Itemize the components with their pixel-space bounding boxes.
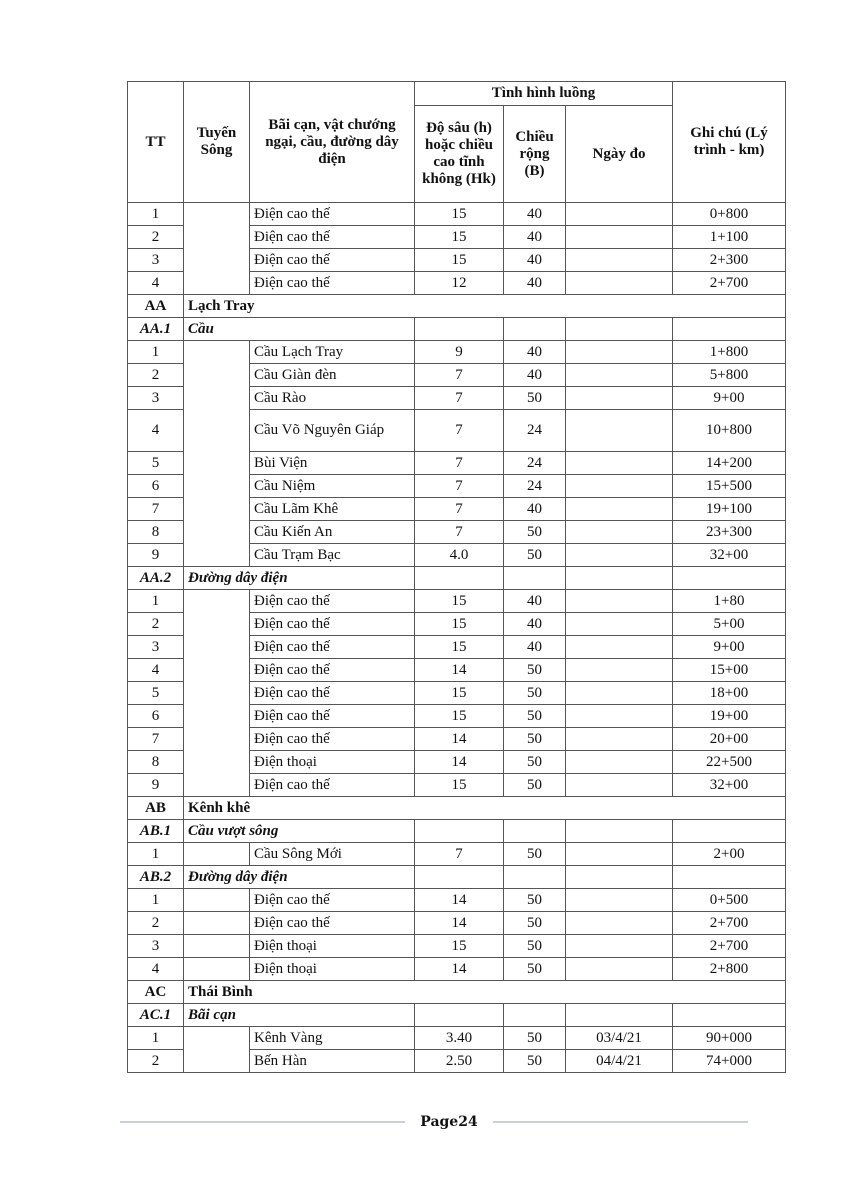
col-header-tinh-hinh-luong: Tình hình luồng	[415, 82, 673, 106]
subsection-code: AA.1	[128, 318, 184, 341]
subsection-code: AB.2	[128, 866, 184, 889]
row-tt: 1	[128, 203, 184, 226]
row-km: 14+200	[673, 452, 786, 475]
row-width: 50	[504, 521, 566, 544]
row-tt: 2	[128, 364, 184, 387]
row-name: Điện cao thế	[250, 728, 415, 751]
table-body	[128, 203, 786, 1073]
row-km: 0+500	[673, 889, 786, 912]
row-name: Cầu Trạm Bạc	[250, 544, 415, 567]
row-depth: 14	[415, 728, 504, 751]
row-km: 2+800	[673, 958, 786, 981]
row-date	[566, 410, 673, 452]
footer-rule-right	[493, 1121, 748, 1123]
row-date	[566, 728, 673, 751]
section-name: Kênh khê	[184, 797, 786, 820]
subsection-row	[128, 866, 786, 889]
subsection-row	[128, 1004, 786, 1027]
subsection-code: AC.1	[128, 1004, 184, 1027]
row-tuyen-song	[184, 935, 250, 958]
table-row	[128, 590, 786, 613]
row-date: 04/4/21	[566, 1050, 673, 1073]
row-date	[566, 958, 673, 981]
row-tt: 1	[128, 843, 184, 866]
row-tt: 3	[128, 387, 184, 410]
subsection-name: Bãi cạn	[184, 1004, 415, 1027]
row-km: 19+00	[673, 705, 786, 728]
row-km: 0+800	[673, 203, 786, 226]
river-obstacle-table	[127, 81, 786, 1073]
row-date	[566, 341, 673, 364]
row-km: 22+500	[673, 751, 786, 774]
row-name: Điện cao thế	[250, 203, 415, 226]
empty-cell	[566, 866, 673, 889]
section-row	[128, 295, 786, 318]
empty-cell	[673, 866, 786, 889]
row-km: 1+100	[673, 226, 786, 249]
row-depth: 4.0	[415, 544, 504, 567]
empty-cell	[415, 1004, 504, 1027]
row-tt: 4	[128, 659, 184, 682]
row-tt: 1	[128, 1027, 184, 1050]
subsection-code: AB.1	[128, 820, 184, 843]
row-depth: 14	[415, 659, 504, 682]
row-depth: 2.50	[415, 1050, 504, 1073]
row-km: 5+00	[673, 613, 786, 636]
row-depth: 7	[415, 475, 504, 498]
row-depth: 15	[415, 705, 504, 728]
empty-cell	[566, 318, 673, 341]
subsection-name: Cầu vượt sông	[184, 820, 415, 843]
row-date	[566, 889, 673, 912]
row-width: 50	[504, 958, 566, 981]
row-date	[566, 249, 673, 272]
empty-cell	[504, 1004, 566, 1027]
row-km: 1+80	[673, 590, 786, 613]
col-header-do-sau: Độ sâu (h) hoặc chiều cao tĩnh không (Hk)	[415, 106, 504, 203]
row-name: Bùi Viện	[250, 452, 415, 475]
col-header-ghi-chu: Ghi chú (Lý trình - km)	[673, 82, 786, 203]
row-depth: 15	[415, 636, 504, 659]
row-width: 50	[504, 705, 566, 728]
row-depth: 12	[415, 272, 504, 295]
empty-cell	[415, 318, 504, 341]
row-name: Điện cao thế	[250, 590, 415, 613]
row-tt: 7	[128, 498, 184, 521]
empty-cell	[566, 567, 673, 590]
empty-cell	[673, 567, 786, 590]
row-date	[566, 203, 673, 226]
section-row	[128, 797, 786, 820]
row-tuyen-song	[184, 958, 250, 981]
row-date	[566, 636, 673, 659]
subsection-name: Cầu	[184, 318, 415, 341]
row-name: Điện cao thế	[250, 636, 415, 659]
empty-cell	[673, 1004, 786, 1027]
empty-cell	[566, 820, 673, 843]
row-date	[566, 364, 673, 387]
empty-cell	[673, 820, 786, 843]
row-name: Điện cao thế	[250, 249, 415, 272]
section-name: Lạch Tray	[184, 295, 786, 318]
row-date: 03/4/21	[566, 1027, 673, 1050]
row-km: 32+00	[673, 774, 786, 797]
row-width: 50	[504, 544, 566, 567]
row-date	[566, 272, 673, 295]
empty-cell	[415, 567, 504, 590]
row-tt: 9	[128, 544, 184, 567]
row-width: 50	[504, 935, 566, 958]
row-tt: 9	[128, 774, 184, 797]
empty-cell	[504, 820, 566, 843]
col-header-tuyen-song: Tuyến Sông	[184, 82, 250, 203]
row-tt: 1	[128, 341, 184, 364]
row-depth: 7	[415, 364, 504, 387]
row-width: 40	[504, 272, 566, 295]
row-depth: 9	[415, 341, 504, 364]
row-name: Kênh Vàng	[250, 1027, 415, 1050]
row-tuyen-song	[184, 843, 250, 866]
row-width: 40	[504, 226, 566, 249]
row-date	[566, 498, 673, 521]
row-km: 2+700	[673, 935, 786, 958]
section-code: AC	[128, 981, 184, 1004]
row-name: Điện cao thế	[250, 705, 415, 728]
row-width: 50	[504, 387, 566, 410]
section-row	[128, 981, 786, 1004]
row-km: 2+700	[673, 272, 786, 295]
row-tt: 1	[128, 889, 184, 912]
table-row	[128, 912, 786, 935]
row-width: 40	[504, 613, 566, 636]
row-name: Điện cao thế	[250, 272, 415, 295]
section-code: AB	[128, 797, 184, 820]
row-km: 2+300	[673, 249, 786, 272]
row-name: Điện cao thế	[250, 613, 415, 636]
row-width: 50	[504, 1027, 566, 1050]
row-width: 40	[504, 341, 566, 364]
row-tt: 2	[128, 912, 184, 935]
row-tt: 8	[128, 521, 184, 544]
row-km: 15+00	[673, 659, 786, 682]
row-date	[566, 705, 673, 728]
row-km: 10+800	[673, 410, 786, 452]
row-depth: 14	[415, 912, 504, 935]
row-width: 40	[504, 364, 566, 387]
row-tt: 2	[128, 1050, 184, 1073]
row-km: 19+100	[673, 498, 786, 521]
subsection-row	[128, 567, 786, 590]
row-tuyen-song	[184, 1027, 250, 1073]
row-name: Điện thoại	[250, 935, 415, 958]
row-date	[566, 843, 673, 866]
row-date	[566, 521, 673, 544]
row-depth: 15	[415, 774, 504, 797]
row-tuyen-song	[184, 203, 250, 295]
row-width: 40	[504, 203, 566, 226]
col-header-chieu-rong: Chiều rộng (B)	[504, 106, 566, 203]
row-depth: 7	[415, 452, 504, 475]
table-row	[128, 341, 786, 364]
row-tt: 3	[128, 935, 184, 958]
row-depth: 15	[415, 249, 504, 272]
row-tuyen-song	[184, 889, 250, 912]
row-name: Cầu Võ Nguyên Giáp	[250, 410, 415, 452]
subsection-row	[128, 318, 786, 341]
row-km: 32+00	[673, 544, 786, 567]
row-depth: 3.40	[415, 1027, 504, 1050]
row-km: 15+500	[673, 475, 786, 498]
row-width: 40	[504, 249, 566, 272]
row-tuyen-song	[184, 912, 250, 935]
empty-cell	[415, 820, 504, 843]
row-depth: 14	[415, 751, 504, 774]
row-km: 18+00	[673, 682, 786, 705]
row-tt: 6	[128, 475, 184, 498]
row-date	[566, 452, 673, 475]
subsection-row	[128, 820, 786, 843]
row-date	[566, 387, 673, 410]
row-tt: 4	[128, 410, 184, 452]
row-km: 1+800	[673, 341, 786, 364]
row-width: 50	[504, 843, 566, 866]
row-depth: 15	[415, 935, 504, 958]
table-row	[128, 935, 786, 958]
page-footer	[0, 1111, 849, 1133]
row-depth: 7	[415, 498, 504, 521]
row-width: 40	[504, 636, 566, 659]
row-width: 24	[504, 410, 566, 452]
row-tt: 5	[128, 452, 184, 475]
row-name: Điện cao thế	[250, 889, 415, 912]
row-width: 24	[504, 452, 566, 475]
row-width: 50	[504, 751, 566, 774]
row-name: Điện thoại	[250, 751, 415, 774]
row-date	[566, 659, 673, 682]
row-date	[566, 590, 673, 613]
row-tt: 3	[128, 636, 184, 659]
row-depth: 7	[415, 410, 504, 452]
row-width: 50	[504, 1050, 566, 1073]
row-depth: 7	[415, 843, 504, 866]
row-name: Điện cao thế	[250, 912, 415, 935]
row-km: 20+00	[673, 728, 786, 751]
row-tt: 8	[128, 751, 184, 774]
row-name: Cầu Kiến An	[250, 521, 415, 544]
row-width: 50	[504, 889, 566, 912]
row-depth: 14	[415, 958, 504, 981]
row-depth: 15	[415, 590, 504, 613]
row-tuyen-song	[184, 341, 250, 567]
row-name: Cầu Rào	[250, 387, 415, 410]
empty-cell	[504, 567, 566, 590]
row-name: Bến Hàn	[250, 1050, 415, 1073]
row-km: 2+700	[673, 912, 786, 935]
empty-cell	[415, 866, 504, 889]
row-tt: 3	[128, 249, 184, 272]
row-width: 50	[504, 659, 566, 682]
table-row	[128, 889, 786, 912]
empty-cell	[504, 318, 566, 341]
row-width: 50	[504, 774, 566, 797]
row-name: Điện cao thế	[250, 774, 415, 797]
row-tt: 4	[128, 958, 184, 981]
row-name: Điện thoại	[250, 958, 415, 981]
row-name: Điện cao thế	[250, 659, 415, 682]
row-km: 2+00	[673, 843, 786, 866]
row-width: 24	[504, 475, 566, 498]
subsection-name: Đường dây điện	[184, 567, 415, 590]
row-km: 74+000	[673, 1050, 786, 1073]
row-depth: 7	[415, 521, 504, 544]
subsection-name: Đường dây điện	[184, 866, 415, 889]
table-row	[128, 958, 786, 981]
col-header-ngay-do: Ngày đo	[566, 106, 673, 203]
row-date	[566, 912, 673, 935]
row-name: Cầu Lãm Khê	[250, 498, 415, 521]
row-date	[566, 935, 673, 958]
row-width: 50	[504, 728, 566, 751]
row-name: Điện cao thế	[250, 226, 415, 249]
row-date	[566, 774, 673, 797]
row-km: 5+800	[673, 364, 786, 387]
row-name: Điện cao thế	[250, 682, 415, 705]
row-depth: 15	[415, 226, 504, 249]
row-width: 50	[504, 912, 566, 935]
row-tt: 5	[128, 682, 184, 705]
col-header-bai-can: Bãi cạn, vật chướng ngại, cầu, đường dây điện	[250, 82, 415, 203]
row-depth: 15	[415, 613, 504, 636]
row-tt: 6	[128, 705, 184, 728]
table-row	[128, 843, 786, 866]
row-width: 40	[504, 590, 566, 613]
row-width: 40	[504, 498, 566, 521]
col-header-tt: TT	[128, 82, 184, 203]
empty-cell	[673, 318, 786, 341]
row-name: Cầu Lạch Tray	[250, 341, 415, 364]
row-date	[566, 682, 673, 705]
row-depth: 15	[415, 682, 504, 705]
row-width: 50	[504, 682, 566, 705]
row-tt: 4	[128, 272, 184, 295]
empty-cell	[504, 866, 566, 889]
table-row	[128, 1027, 786, 1050]
row-date	[566, 544, 673, 567]
row-name: Cầu Giàn đèn	[250, 364, 415, 387]
row-km: 9+00	[673, 387, 786, 410]
row-date	[566, 613, 673, 636]
row-tt: 1	[128, 590, 184, 613]
row-km: 90+000	[673, 1027, 786, 1050]
row-km: 9+00	[673, 636, 786, 659]
row-km: 23+300	[673, 521, 786, 544]
section-name: Thái Bình	[184, 981, 786, 1004]
row-depth: 15	[415, 203, 504, 226]
table-row	[128, 203, 786, 226]
subsection-code: AA.2	[128, 567, 184, 590]
row-tt: 2	[128, 613, 184, 636]
row-depth: 14	[415, 889, 504, 912]
page-number: Page24	[420, 1114, 478, 1130]
row-name: Cầu Niệm	[250, 475, 415, 498]
row-date	[566, 475, 673, 498]
row-tt: 2	[128, 226, 184, 249]
row-tuyen-song	[184, 590, 250, 797]
row-name: Cầu Sông Mới	[250, 843, 415, 866]
row-date	[566, 226, 673, 249]
footer-rule-left	[120, 1121, 405, 1123]
row-tt: 7	[128, 728, 184, 751]
row-depth: 7	[415, 387, 504, 410]
section-code: AA	[128, 295, 184, 318]
empty-cell	[566, 1004, 673, 1027]
row-date	[566, 751, 673, 774]
